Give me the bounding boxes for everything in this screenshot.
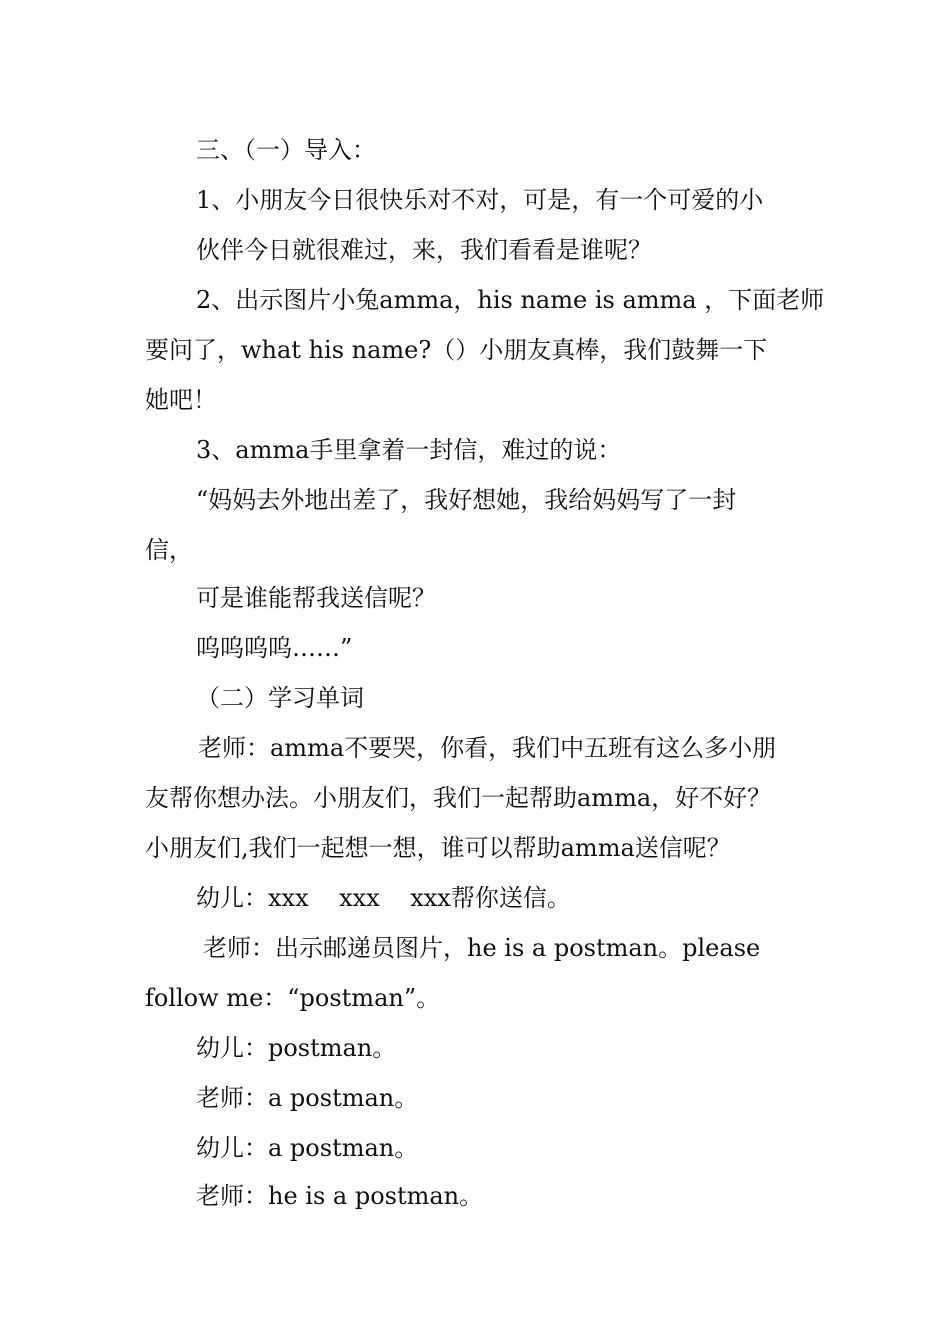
paragraph-line: 伙伴今日就很难过，来，我们看看是谁呢？ (196, 236, 652, 264)
dialogue-line: 幼儿：a postman。 (196, 1134, 419, 1162)
dialogue-line: 老师：a postman。 (196, 1084, 419, 1112)
quote-line: 可是谁能帮我送信呢？ (196, 584, 436, 612)
paragraph-line: 她吧！ (145, 386, 217, 414)
quote-line: 呜呜呜呜……” (196, 634, 353, 662)
heading-introduction: 三、（一）导入： (196, 136, 376, 164)
paragraph-line: 2、出示图片小兔amma，his name is amma ，下面老师 (196, 286, 825, 314)
heading-learn-words: （二）学习单词 (196, 684, 364, 712)
quote-line: 信， (145, 536, 193, 564)
dialogue-line: 幼儿：xxx xxx xxx帮你送信。 (196, 884, 571, 912)
paragraph-line: 小朋友们,我们一起想一想，谁可以帮助amma送信呢？ (145, 834, 731, 862)
quote-line: “妈妈去外地出差了，我好想她，我给妈妈写了一封 (196, 486, 737, 514)
dialogue-line: 老师：he is a postman。 (196, 1182, 484, 1210)
dialogue-line: 老师：出示邮递员图片，he is a postman。please (203, 934, 761, 962)
paragraph-line: 1、小朋友今日很快乐对不对，可是，有一个可爱的小 (196, 186, 764, 214)
paragraph-line: 友帮你想办法。小朋友们，我们一起帮助amma，好不好？ (145, 784, 772, 812)
dialogue-line: follow me：“postman”。 (145, 984, 441, 1012)
paragraph-line: 要问了，what his name?（）小朋友真棒，我们鼓舞一下 (145, 336, 768, 364)
paragraph-line: 3、amma手里拿着一封信，难过的说： (196, 436, 622, 464)
paragraph-line: 老师：amma不要哭，你看，我们中五班有这么多小朋 (198, 734, 777, 762)
dialogue-line: 幼儿：postman。 (196, 1034, 397, 1062)
